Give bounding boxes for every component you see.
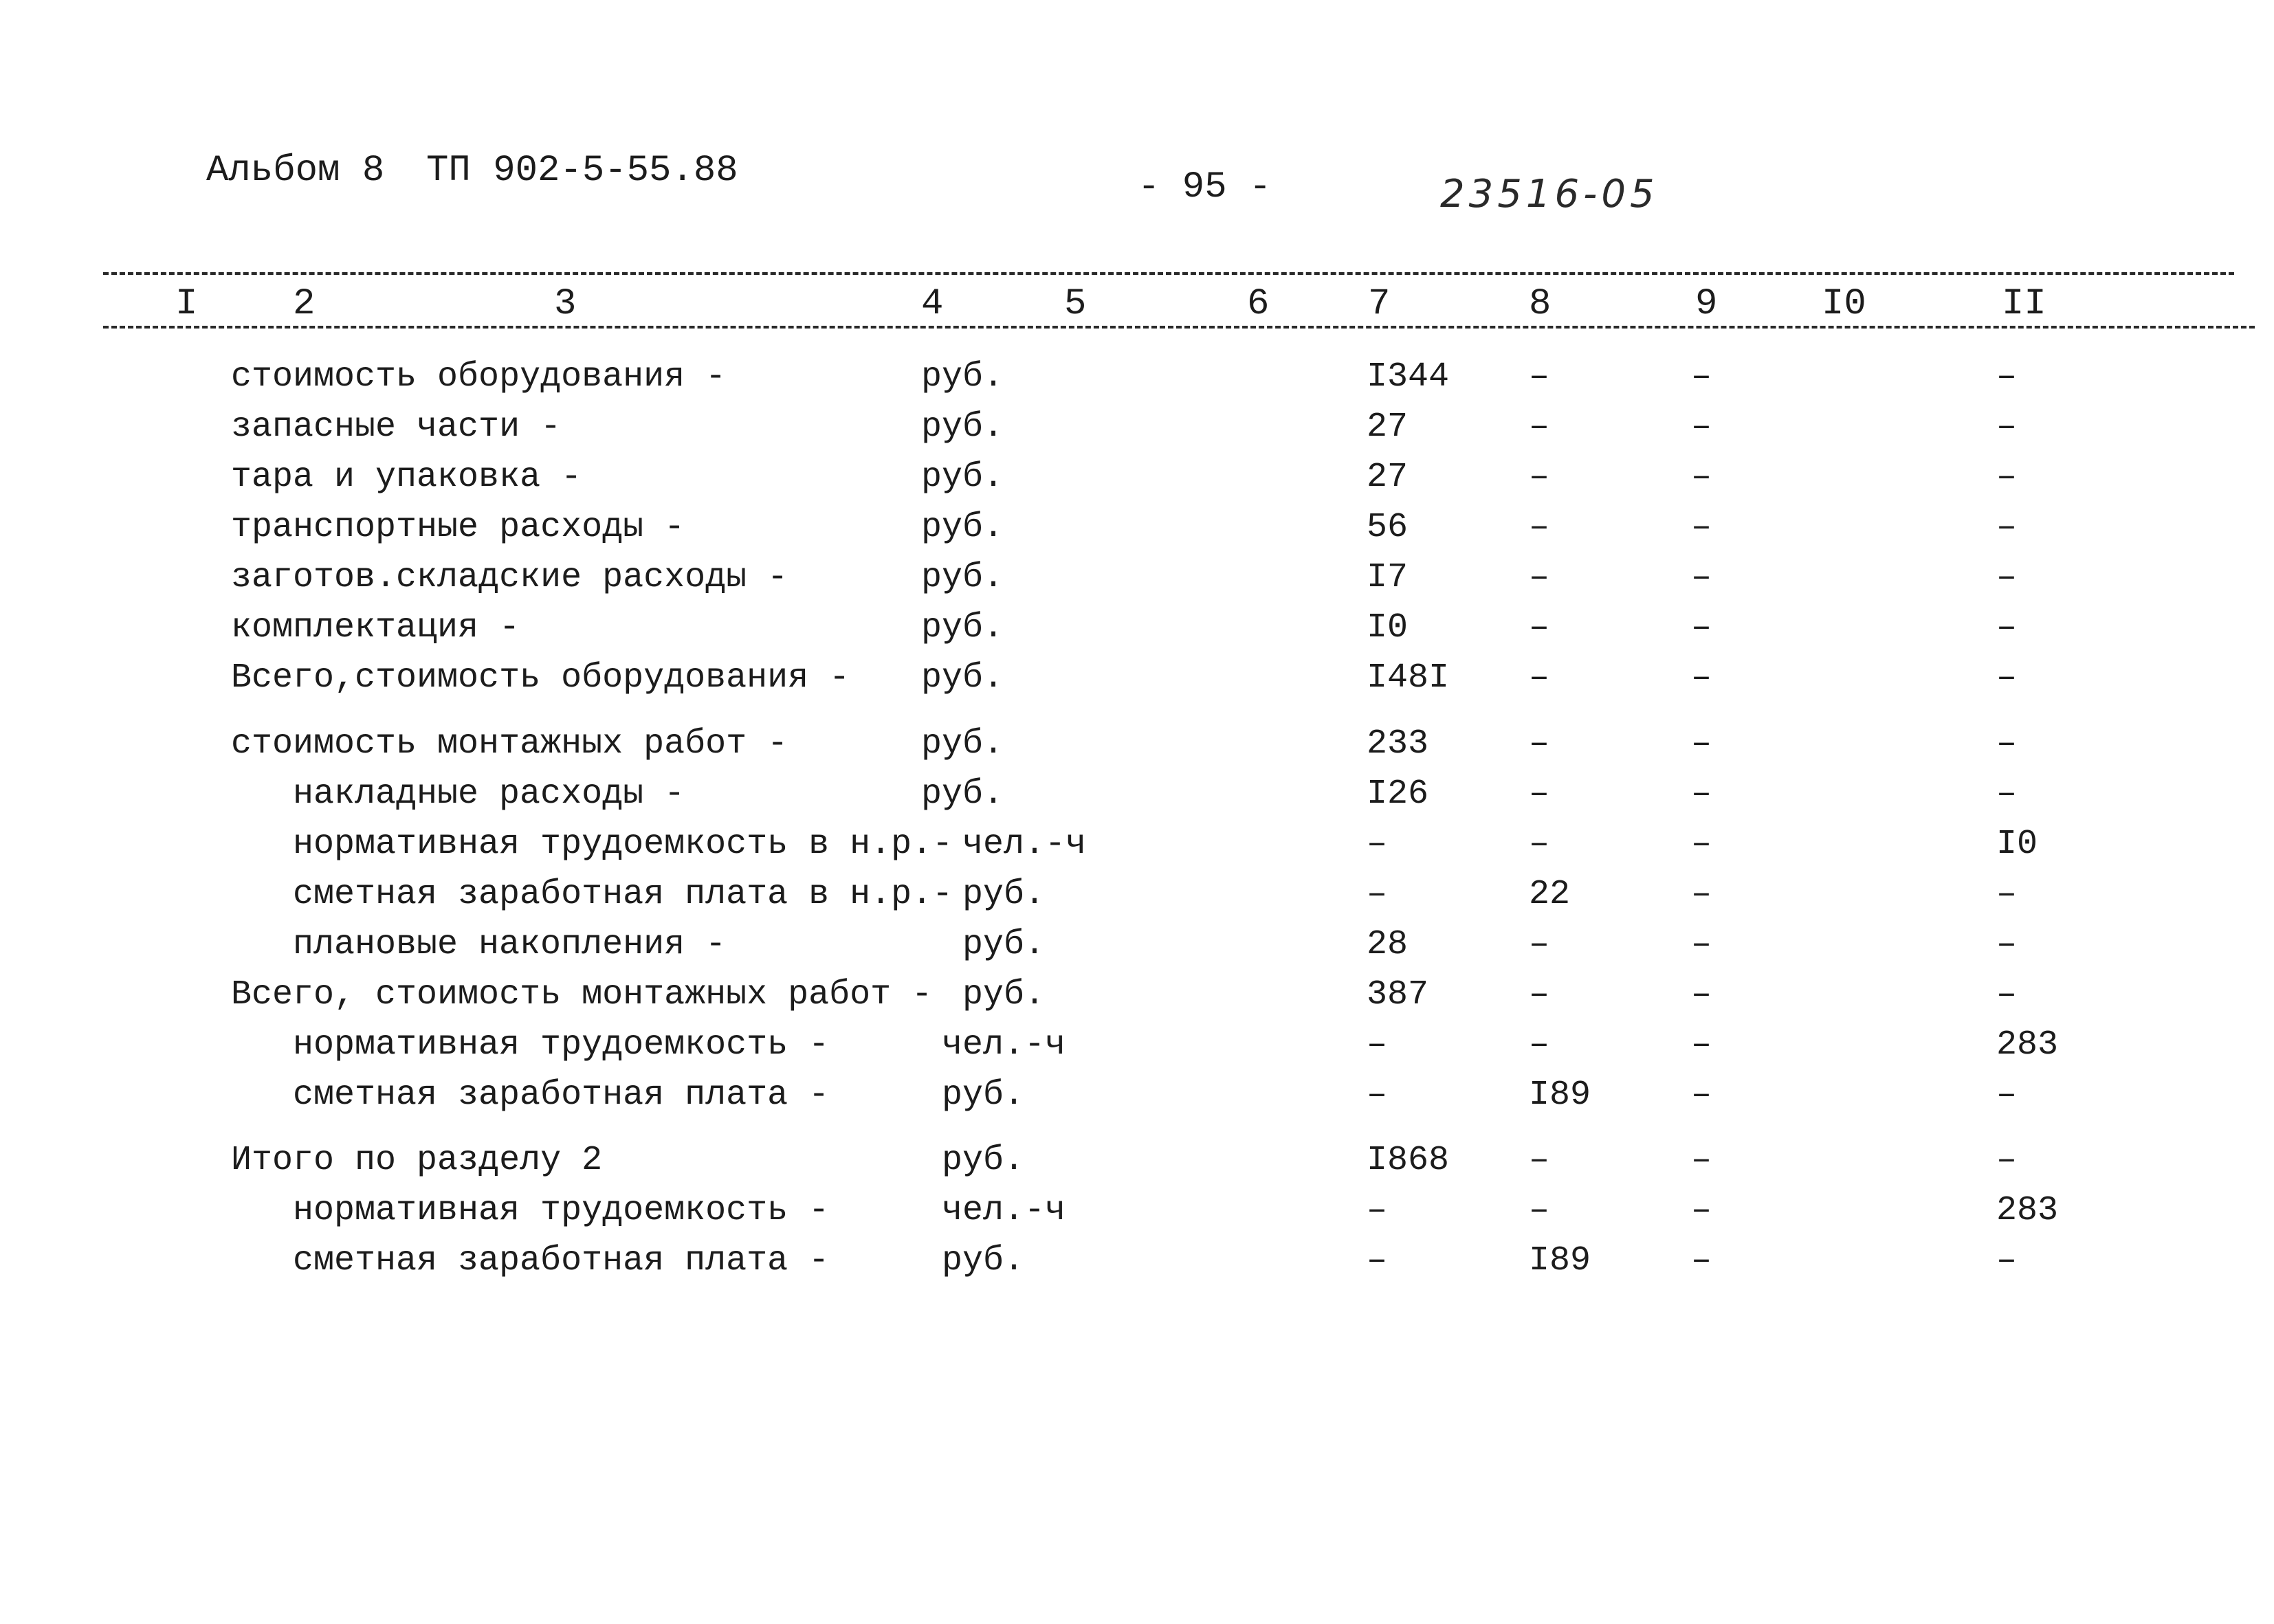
row-col11: – [1996,724,2018,764]
row-unit: руб. [942,1241,1025,1280]
row-col11: – [1996,775,2018,814]
row-col11: 283 [1996,1025,2059,1065]
row-col8: – [1529,408,1550,447]
row-label: стоимость оборудования - [231,357,727,397]
row-col7: I48I [1367,658,1450,698]
row-col9: – [1691,975,1712,1014]
row-unit: руб. [962,975,1046,1014]
row-col9: – [1691,357,1712,397]
table-row [0,1137,2274,1185]
row-label: Всего, стоимость монтажных работ - [231,975,933,1014]
row-unit: чел.-ч [962,825,1087,864]
row-col11: – [1996,458,2018,497]
row-col8: – [1529,1025,1550,1065]
row-col9: – [1691,925,1712,964]
row-unit: руб. [921,408,1004,447]
row-col7: – [1367,1241,1388,1280]
column-number: 2 [293,283,316,325]
row-unit: чел.-ч [942,1191,1066,1230]
row-unit: руб. [921,608,1004,647]
row-col8: – [1529,558,1550,597]
row-label: накладные расходы - [293,775,685,814]
row-col7: – [1367,1076,1388,1115]
row-unit: руб. [942,1141,1025,1180]
table-row [0,770,2274,819]
row-col8: – [1529,658,1550,698]
row-col9: – [1691,408,1712,447]
row-unit: руб. [921,558,1004,597]
row-col7: – [1367,1191,1388,1230]
row-col8: I89 [1529,1241,1591,1280]
row-unit: руб. [921,724,1004,764]
row-col9: – [1691,1191,1712,1230]
row-col11: – [1996,558,2018,597]
row-col9: – [1691,1141,1712,1180]
row-col8: – [1529,608,1550,647]
row-label: стоимость монтажных работ - [231,724,788,764]
row-label: плановые накопления - [293,925,727,964]
row-col11: – [1996,925,2018,964]
row-col11: – [1996,658,2018,698]
column-number: 3 [554,283,577,325]
table-row [0,403,2274,452]
row-col7: 387 [1367,975,1429,1014]
album-label: Альбом 8 [206,150,385,192]
row-label: комплектация - [231,608,520,647]
row-col8: – [1529,1141,1550,1180]
handwritten-number: 23516-05 [1440,172,1659,216]
row-col11: – [1996,1141,2018,1180]
row-label: заготов.складские расходы - [231,558,788,597]
column-number: 6 [1247,283,1270,325]
row-col9: – [1691,724,1712,764]
row-unit: руб. [921,357,1004,397]
row-col8: I89 [1529,1076,1591,1115]
table-row [0,1237,2274,1285]
row-col9: – [1691,458,1712,497]
column-number: I0 [1822,283,1866,325]
row-label: нормативная трудоемкость в н.р.- [293,825,953,864]
row-unit: руб. [962,925,1046,964]
table-row [0,971,2274,1019]
row-col8: – [1529,458,1550,497]
row-unit: руб. [921,775,1004,814]
row-label: нормативная трудоемкость - [293,1025,830,1065]
row-col7: 28 [1367,925,1409,964]
row-col9: – [1691,825,1712,864]
table-row [0,604,2274,652]
row-col8: – [1529,925,1550,964]
table-row [0,821,2274,869]
row-col7: I26 [1367,775,1429,814]
row-col9: – [1691,1076,1712,1115]
table-row [0,1187,2274,1235]
row-unit: руб. [962,875,1046,914]
row-col7: 27 [1367,458,1409,497]
column-number: 9 [1695,283,1718,325]
row-col9: – [1691,1025,1712,1065]
row-unit: чел.-ч [942,1025,1066,1065]
row-col9: – [1691,1241,1712,1280]
row-col9: – [1691,508,1712,547]
project-code: ТП 902-5-55.88 [426,150,738,192]
row-col9: – [1691,608,1712,647]
column-number: I [175,283,198,325]
row-col11: – [1996,408,2018,447]
table-row [0,353,2274,401]
row-col7: 233 [1367,724,1429,764]
table-row [0,454,2274,502]
table-row [0,1021,2274,1069]
row-col7: – [1367,1025,1388,1065]
row-col9: – [1691,658,1712,698]
row-label: транспортные расходы - [231,508,685,547]
row-col7: I7 [1367,558,1409,597]
row-label: нормативная трудоемкость - [293,1191,830,1230]
row-col11: I0 [1996,825,2038,864]
row-label: тара и упаковка - [231,458,582,497]
row-col11: – [1996,975,2018,1014]
row-col7: I344 [1367,357,1450,397]
row-label: сметная заработная плата в н.р.- [293,875,953,914]
row-unit: руб. [921,458,1004,497]
row-col8: 22 [1529,875,1571,914]
row-col9: – [1691,558,1712,597]
row-col7: I0 [1367,608,1409,647]
row-col11: 283 [1996,1191,2059,1230]
row-col11: – [1996,608,2018,647]
row-col11: – [1996,508,2018,547]
column-number: 7 [1368,283,1391,325]
table-row [0,554,2274,602]
column-number: 4 [921,283,944,325]
row-col8: – [1529,775,1550,814]
row-label: сметная заработная плата - [293,1241,830,1280]
row-col9: – [1691,875,1712,914]
row-col8: – [1529,1191,1550,1230]
column-number: 5 [1064,283,1087,325]
row-col7: I868 [1367,1141,1450,1180]
row-col8: – [1529,357,1550,397]
row-col8: – [1529,724,1550,764]
row-unit: руб. [942,1076,1025,1115]
row-col11: – [1996,1241,2018,1280]
row-unit: руб. [921,658,1004,698]
table-row [0,654,2274,702]
row-col9: – [1691,775,1712,814]
row-col8: – [1529,975,1550,1014]
row-col8: – [1529,825,1550,864]
row-col8: – [1529,508,1550,547]
row-col11: – [1996,875,2018,914]
row-label: Итого по разделу 2 [231,1141,603,1180]
row-col7: – [1367,825,1388,864]
table-row [0,921,2274,969]
row-label: Всего,стоимость оборудования - [231,658,850,698]
row-unit: руб. [921,508,1004,547]
row-col7: 27 [1367,408,1409,447]
row-label: запасные части - [231,408,562,447]
row-col11: – [1996,357,2018,397]
row-label: сметная заработная плата - [293,1076,830,1115]
table-row [0,504,2274,552]
column-number: 8 [1529,283,1552,325]
table-row [0,720,2274,768]
row-col11: – [1996,1076,2018,1115]
column-number: II [2002,283,2046,325]
page-number: - 95 - [1138,166,1272,208]
table-row [0,1071,2274,1120]
row-col7: – [1367,875,1388,914]
table-row [0,871,2274,919]
table-header-rule [103,326,2255,329]
row-col7: 56 [1367,508,1409,547]
table-top-rule [103,272,2234,275]
